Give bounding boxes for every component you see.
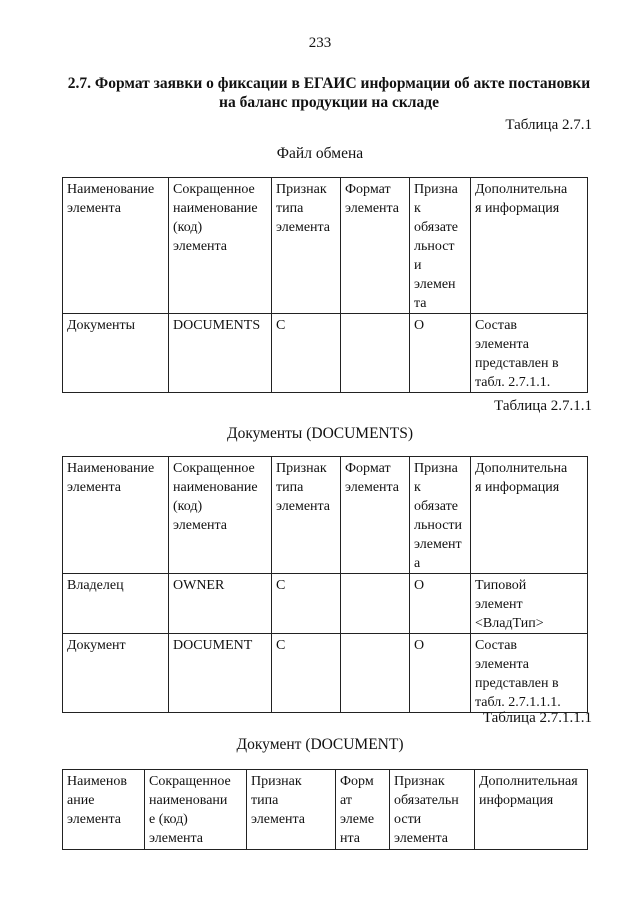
table-label: Таблица 2.7.1.1.1 bbox=[482, 710, 592, 726]
document-table bbox=[62, 769, 588, 850]
table-header-row bbox=[63, 770, 588, 850]
table-cell: O bbox=[410, 634, 471, 713]
table-cell: Состав элемента представлен в табл. 2.7.1.1. bbox=[471, 314, 588, 393]
table-cell: C bbox=[272, 634, 341, 713]
header-cell: Наименование элемента bbox=[63, 457, 169, 574]
table-row bbox=[63, 314, 588, 393]
table-cell: OWNER bbox=[169, 574, 272, 634]
table-cell: Владелец bbox=[63, 574, 169, 634]
header-cell: Дополнительна я информация bbox=[471, 457, 588, 574]
documents-table bbox=[62, 456, 588, 713]
table-caption: Файл обмена bbox=[276, 145, 364, 162]
table-cell: DOCUMENTS bbox=[169, 314, 272, 393]
table-row bbox=[63, 574, 588, 634]
table-cell bbox=[341, 634, 410, 713]
table-caption: Документ (DOCUMENT) bbox=[236, 736, 404, 753]
header-cell: Призна к обязате льности элемент а bbox=[410, 457, 471, 574]
table-cell: O bbox=[410, 314, 471, 393]
header-cell: Признак обязательн ости элемента bbox=[390, 770, 475, 850]
header-cell: Наименов ание элемента bbox=[63, 770, 145, 850]
section-title: 2.7. Формат заявки о фиксации в ЕГАИС информации об акте постановки на баланс продукции на складе bbox=[67, 75, 591, 111]
table-cell bbox=[341, 574, 410, 634]
table-cell: Состав элемента представлен в табл. 2.7.1.1.1. bbox=[471, 634, 588, 713]
table-caption: Документы (DOCUMENTS) bbox=[227, 425, 413, 442]
header-cell: Форм ат элеме нта bbox=[336, 770, 390, 850]
table-cell: DOCUMENT bbox=[169, 634, 272, 713]
table-row bbox=[63, 634, 588, 713]
page-number: 233 bbox=[308, 35, 332, 51]
header-cell: Сокращенное наименовани е (код) элемента bbox=[145, 770, 247, 850]
exchange-file-table bbox=[62, 177, 588, 393]
header-cell: Формат элемента bbox=[341, 178, 410, 314]
table-label: Таблица 2.7.1.1 bbox=[494, 398, 592, 414]
header-cell: Наименование элемента bbox=[63, 178, 169, 314]
header-cell: Призна к обязате льност и элемен та bbox=[410, 178, 471, 314]
table-cell: O bbox=[410, 574, 471, 634]
header-cell: Сокращенное наименование (код) элемента bbox=[169, 457, 272, 574]
header-cell: Признак типа элемента bbox=[272, 178, 341, 314]
header-cell: Признак типа элемента bbox=[272, 457, 341, 574]
header-cell: Дополнительна я информация bbox=[471, 178, 588, 314]
table-cell bbox=[341, 314, 410, 393]
table-cell: C bbox=[272, 314, 341, 393]
header-cell: Формат элемента bbox=[341, 457, 410, 574]
table-cell: Документы bbox=[63, 314, 169, 393]
table-header-row bbox=[63, 457, 588, 574]
table-label: Таблица 2.7.1 bbox=[505, 117, 592, 133]
table-cell: Документ bbox=[63, 634, 169, 713]
table-cell: C bbox=[272, 574, 341, 634]
header-cell: Сокращенное наименование (код) элемента bbox=[169, 178, 272, 314]
header-cell: Дополнительная информация bbox=[475, 770, 588, 850]
table-cell: Типовой элемент <ВладТип> bbox=[471, 574, 588, 634]
header-cell: Признак типа элемента bbox=[247, 770, 336, 850]
table-header-row bbox=[63, 178, 588, 314]
